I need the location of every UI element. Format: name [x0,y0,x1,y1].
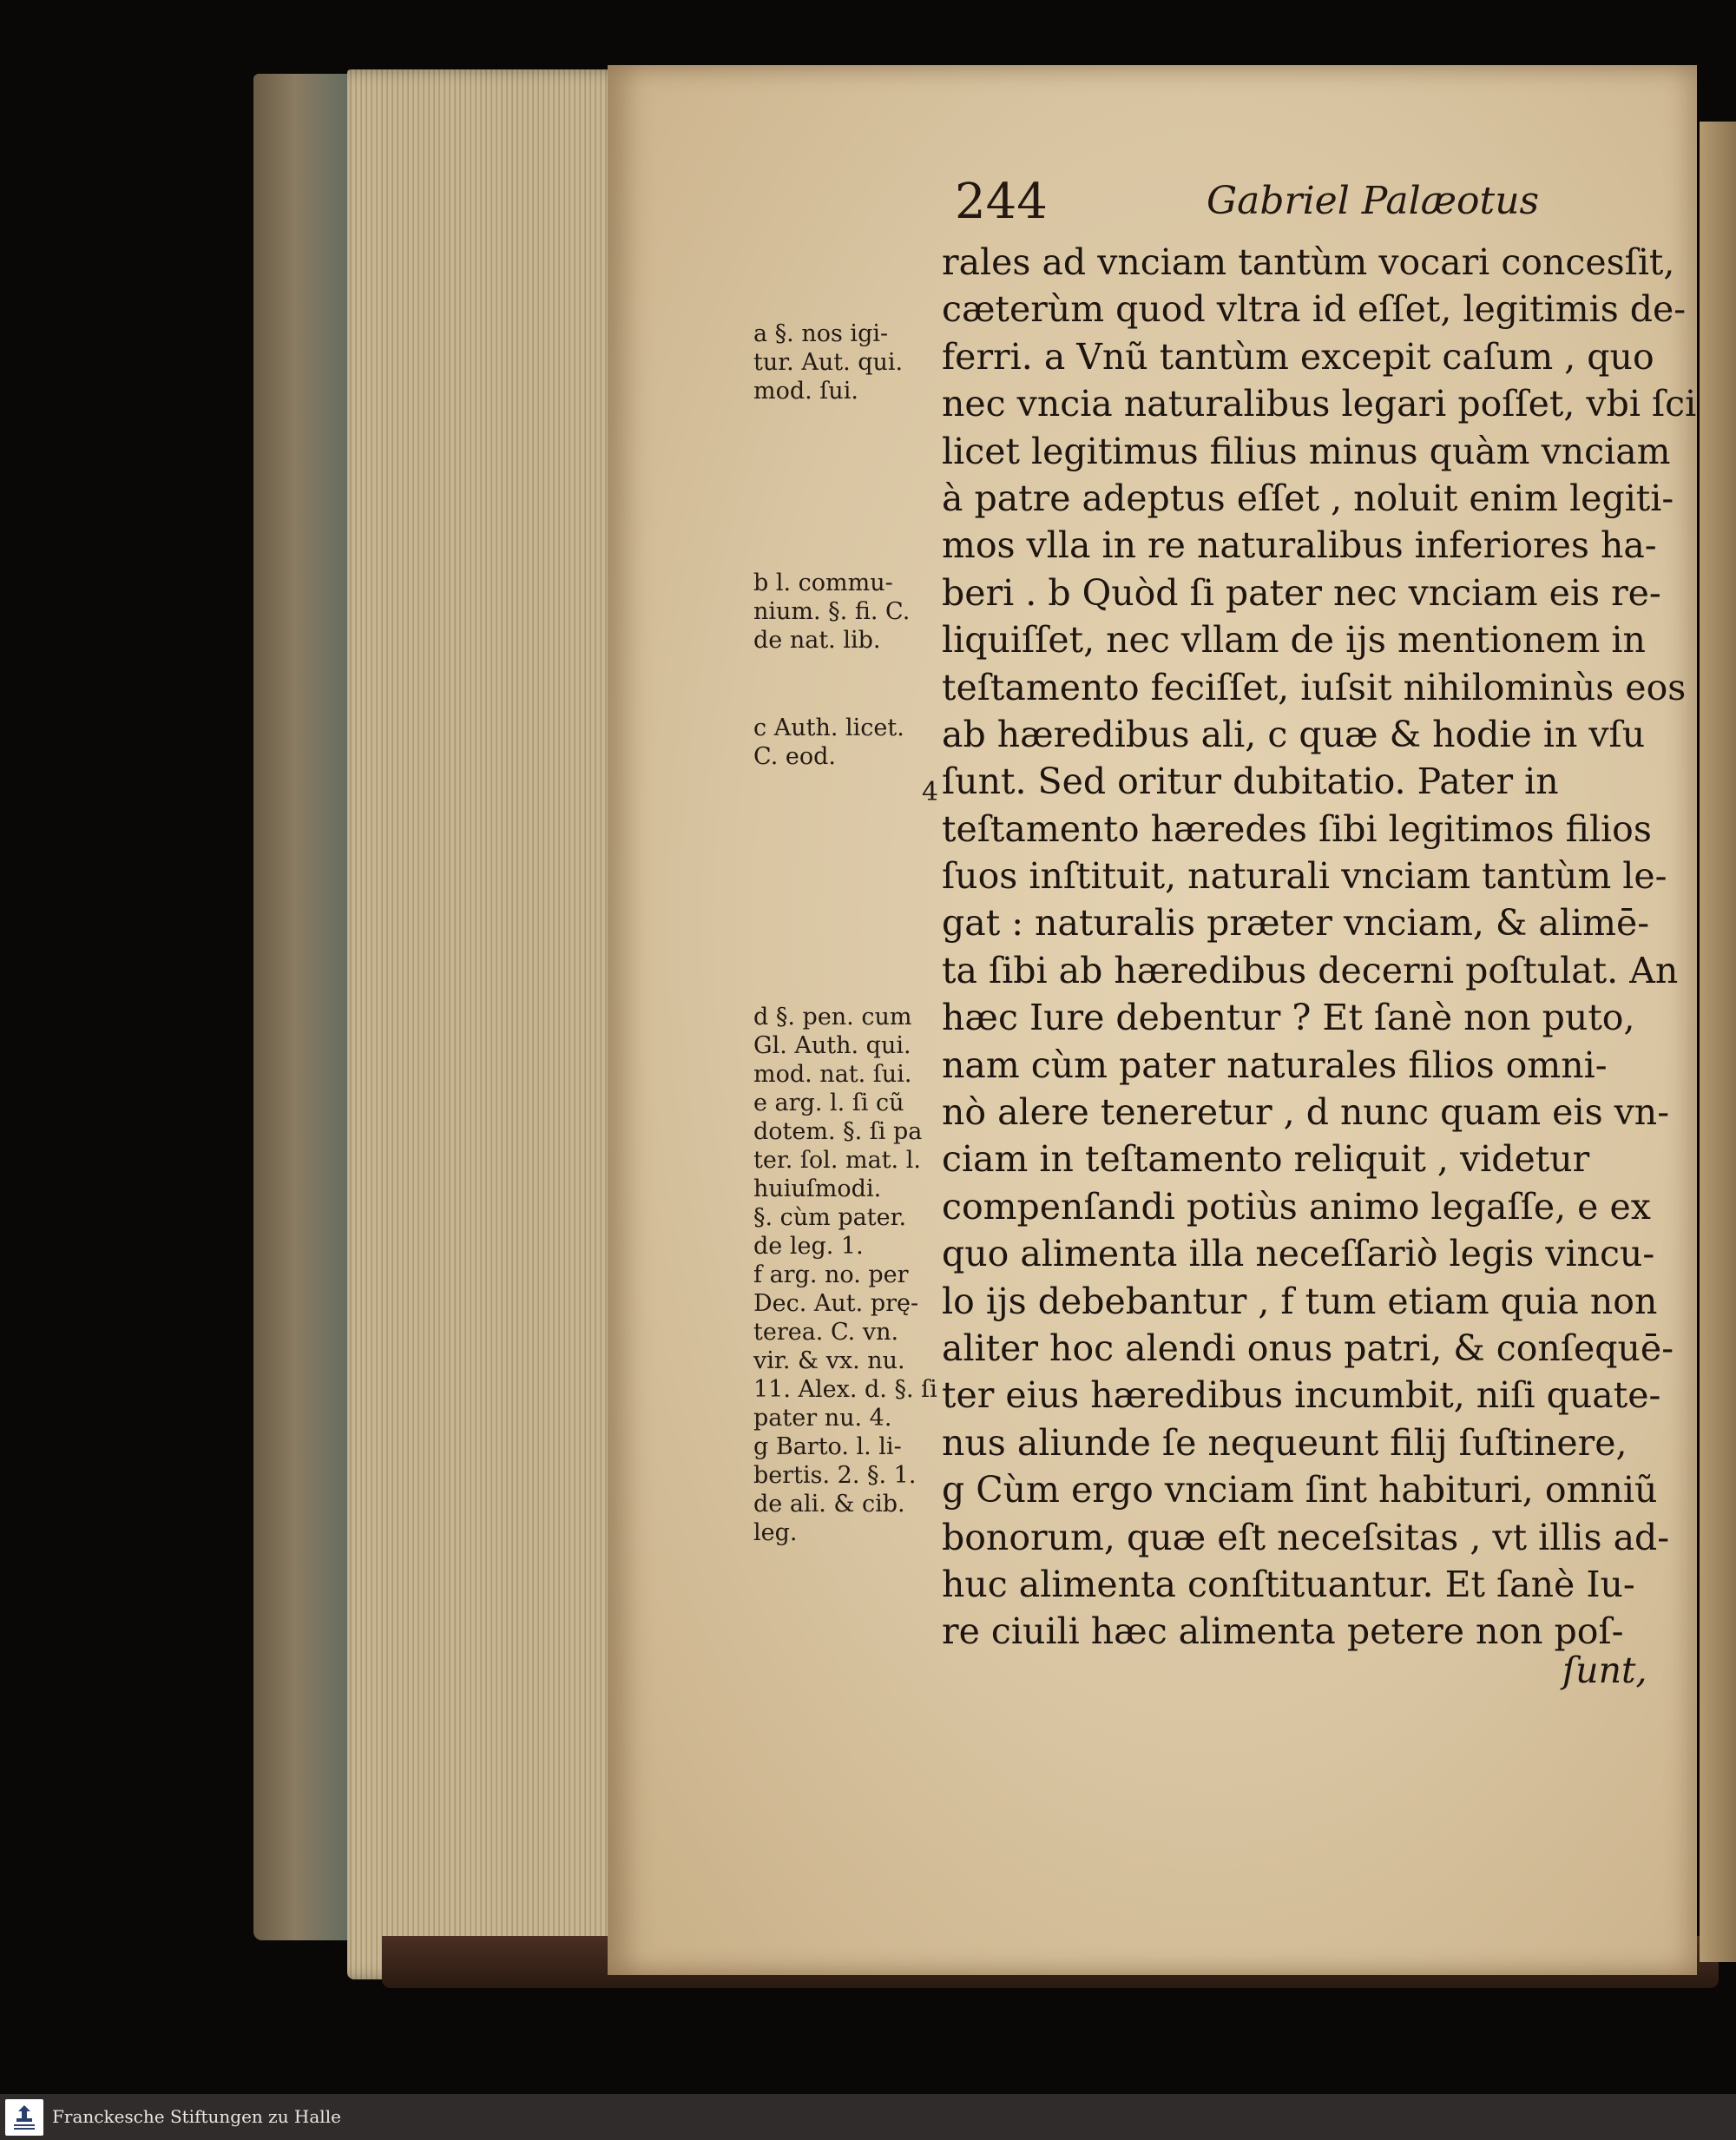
marginal-note-line: bertis. 2. §. 1. [753,1462,917,1489]
text-line: ciam in teſtamento reliquit , videtur [942,1138,1590,1181]
marginal-note-line: huiuſmodi. [753,1175,882,1202]
marginal-note-line: mod. nat. ſui. [753,1061,912,1088]
text-line: liquiſſet, nec vllam de ijs mentionem in [942,619,1646,662]
institution-name[interactable]: Franckesche Stiftungen zu Halle [52,2106,341,2127]
text-line: ſuos inſtituit, naturali vnciam tantùm le- [942,855,1667,898]
text-line: nò alere teneretur , d nunc quam eis vn- [942,1091,1670,1134]
marginal-note-line: leg. [753,1519,798,1546]
marginal-note-line: de nat. lib. [753,627,881,654]
section-number: 4 [922,777,939,807]
marginal-note-line: g Barto. l. li- [753,1433,902,1460]
marginal-note-line: Dec. Aut. prę- [753,1290,919,1317]
viewer-footer [0,2094,1736,2140]
marginal-note-line: c Auth. licet. [753,714,904,741]
marginal-note-line: Gl. Auth. qui. [753,1032,911,1059]
running-head: Gabriel Palæotus [1207,179,1540,223]
text-line: bonorum, quæ eſt neceſsitas , vt illis ad- [942,1516,1670,1558]
text-line: huc alimenta conſtituantur. Et ſanè Iu- [942,1563,1635,1605]
marginal-note-line: dotem. §. ſi pa [753,1118,923,1145]
marginal-note-line: §. cùm pater. [753,1204,907,1231]
text-line: re ciuili hæc alimenta petere non poſ- [942,1610,1624,1653]
marginal-note [753,319,937,405]
book-cover-board [253,74,358,1940]
marginal-note-line: a §. nos igi- [753,320,889,347]
text-line: nus aliunde ſe nequeunt filij ſuſtinere, [942,1421,1628,1464]
marginal-note-line: terea. C. vn. [753,1319,899,1346]
page-number: 244 [955,174,1048,230]
text-line: compenſandi potiùs animo legaſſe, e ex [942,1185,1651,1228]
marginal-note [753,714,937,771]
text-line: ter eius hæredibus incumbit, niſi quate- [942,1374,1661,1417]
text-line: teſtamento feciſſet, iuſsit nihilominùs eos [942,666,1687,708]
marginal-note-line: f arg. no. per [753,1261,909,1288]
text-line: licet legitimus filius minus quàm vnciam [942,430,1671,472]
text-line: ta ſibi ab hæredibus decerni poſtulat. An [942,949,1679,991]
page-header [955,174,1649,234]
text-line: hæc Iure debentur ? Et ſanè non puto, [942,997,1635,1039]
catchword: ſunt, [1562,1649,1647,1691]
text-line: ferri. a Vnũ tantùm excepit caſum , quo [942,335,1654,378]
marginal-note-line: nium. §. fi. C. [753,598,911,625]
franckesche-logo-icon[interactable] [5,2099,43,2136]
text-line: à patre adeptus eſſet , noluit enim legiti- [942,477,1674,519]
marginal-note-line: 11. Alex. d. §. ſi [753,1376,937,1403]
text-line: gat : naturalis præter vnciam, & alimē- [942,902,1650,945]
text-line: cæterùm quod vltra id eſſet, legitimis de- [942,288,1687,331]
marginal-note-line: mod. ſui. [753,378,858,405]
text-line: aliter hoc alendi onus patri, & conſequē- [942,1327,1674,1369]
marginal-note-line: C. eod. [753,743,836,770]
text-line: nam cùm pater naturales filios omni- [942,1044,1608,1086]
text-line: beri . b Quòd ſi pater nec vnciam eis re- [942,571,1661,614]
text-line: teſtamento hæredes ſibi legitimos filios [942,807,1652,850]
text-line: g Cùm ergo vnciam ſint habituri, omniũ [942,1469,1658,1511]
marginal-note [753,1003,937,1547]
marginal-note-line: e arg. l. ſi cũ [753,1090,904,1116]
marginal-note-line: d §. pen. cum [753,1004,912,1030]
marginal-note-line: tur. Aut. qui. [753,349,904,376]
text-line: lo ijs debebantur , f tum etiam quia non [942,1280,1658,1322]
facing-page-edge [1700,122,1736,1962]
marginal-note-line: de ali. & cib. [753,1491,905,1518]
page-block-edge [347,69,634,1979]
marginal-note-line: pater nu. 4. [753,1405,892,1432]
text-line: mos vlla in re naturalibus inferiores ha- [942,524,1657,567]
text-line: ab hæredibus ali, c quæ & hodie in vſu [942,713,1646,755]
text-line: ſunt. Sed oritur dubitatio. Pater in [942,761,1559,803]
text-line: quo alimenta illa neceſſariò legis vincu- [942,1233,1655,1275]
marginal-note-line: b l. commu- [753,570,893,596]
body-text [942,239,1697,1656]
text-line: rales ad vnciam tantùm vocari concesſit, [942,241,1675,283]
marginal-note [753,569,937,655]
marginal-note-line: ter. ſol. mat. l. [753,1147,921,1174]
marginal-note-line: vir. & vx. nu. [753,1347,905,1374]
marginal-note-line: de leg. 1. [753,1233,864,1260]
text-line: nec vncia naturalibus legari poſſet, vbi ſci [942,383,1697,425]
